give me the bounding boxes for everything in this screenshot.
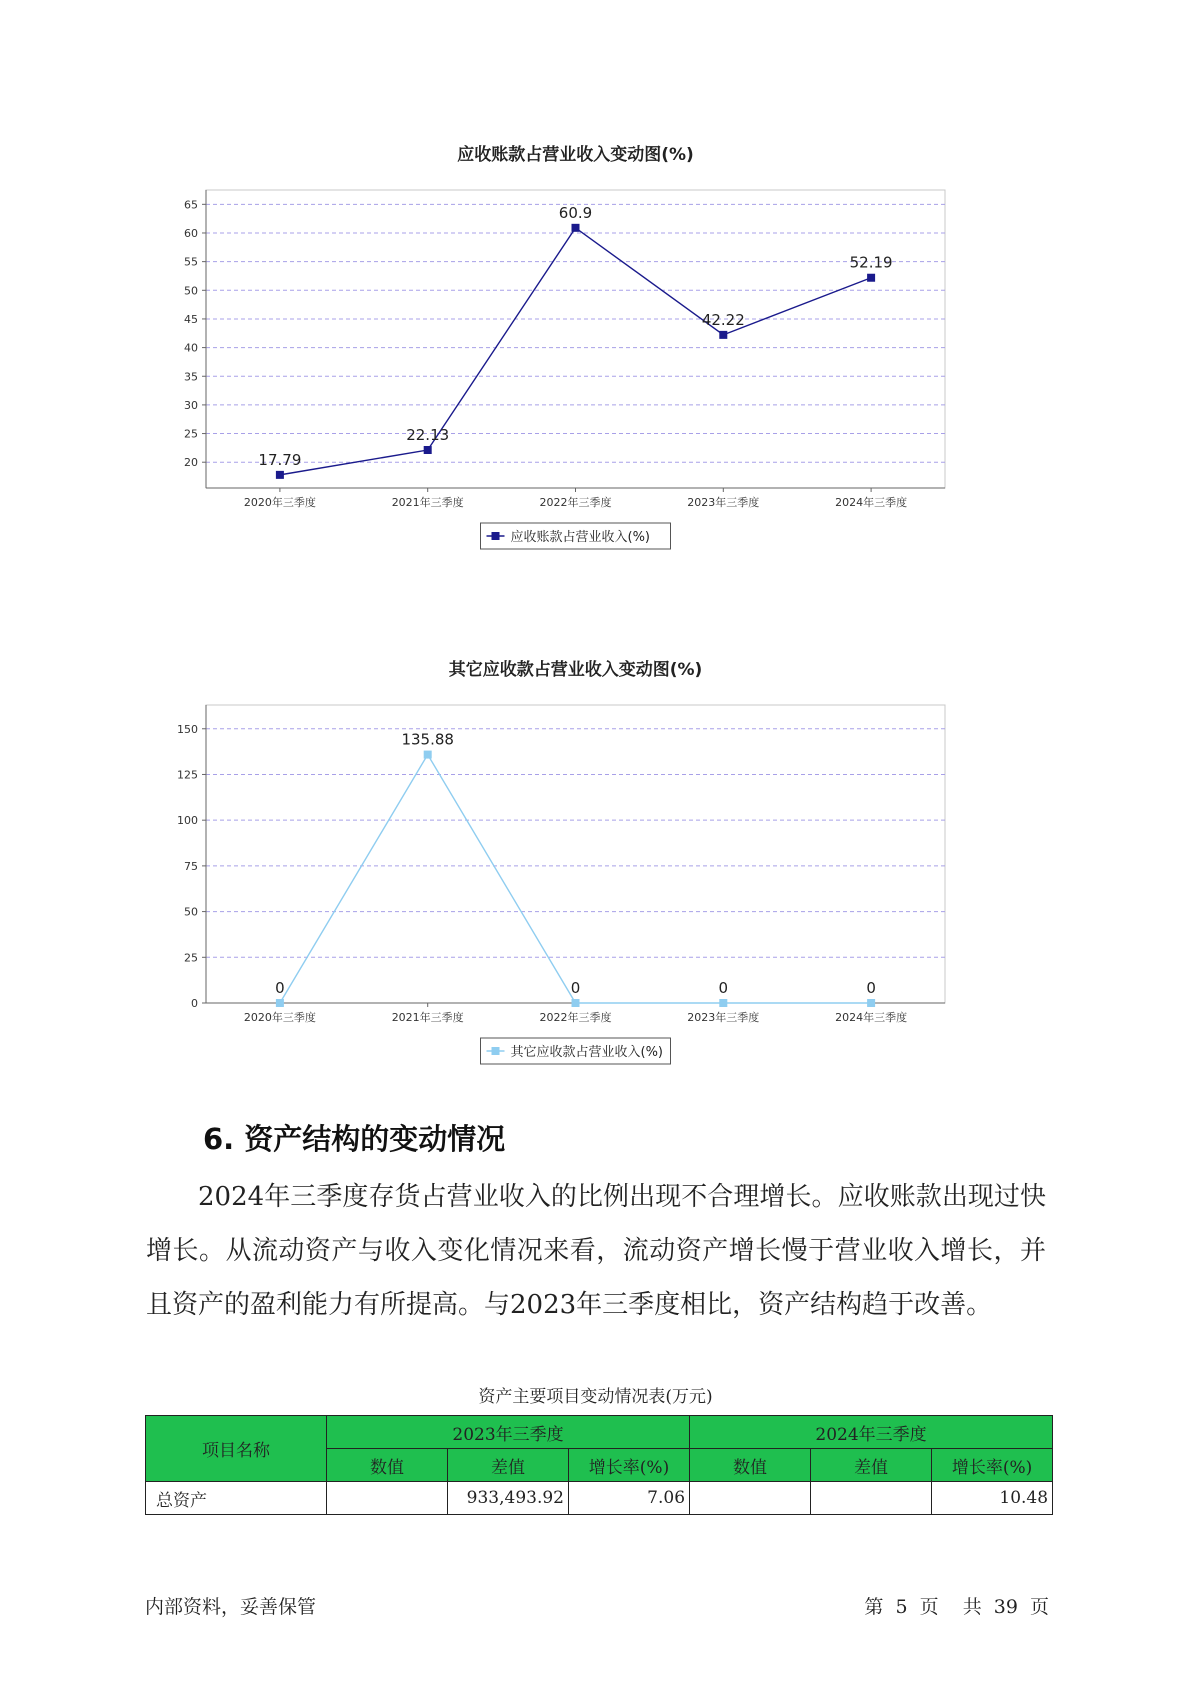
legend-marker <box>492 1047 500 1055</box>
data-point <box>572 224 580 232</box>
footer-label-1: 第 <box>864 1596 884 1618</box>
data-label: 17.79 <box>258 450 302 469</box>
section-heading: 6. 资产结构的变动情况 <box>203 1122 506 1156</box>
y-tick-label: 60 <box>184 226 198 240</box>
x-tick-label: 2023年三季度 <box>687 1011 760 1024</box>
header-period-1: 2023年三季度 <box>327 1416 690 1449</box>
other-receivables-chart-svg <box>170 655 1050 1075</box>
y-tick-label: 50 <box>184 284 198 298</box>
x-tick-label: 2024年三季度 <box>835 496 908 509</box>
chart-other-receivables <box>170 655 1050 1075</box>
plot-area <box>206 705 945 1003</box>
chart-title: 其它应收款占营业收入变动图(%) <box>448 660 703 680</box>
subheader-value-1: 数值 <box>327 1449 448 1482</box>
data-label: 60.9 <box>558 203 593 222</box>
data-point <box>424 751 432 759</box>
y-tick-label: 150 <box>177 722 198 736</box>
data-point <box>572 999 580 1007</box>
legend-marker <box>492 532 500 540</box>
subheader-value-2: 数值 <box>690 1449 811 1482</box>
cell-value-2 <box>690 1482 811 1515</box>
subheader-diff-1: 差值 <box>448 1449 569 1482</box>
footer-label-2: 页 <box>919 1596 939 1618</box>
y-tick-label: 45 <box>184 312 198 326</box>
x-tick-label: 2022年三季度 <box>539 496 612 509</box>
x-tick-label: 2023年三季度 <box>687 496 760 509</box>
x-tick-label: 2020年三季度 <box>243 1011 316 1024</box>
data-label: 52.19 <box>849 253 893 272</box>
x-tick-label: 2021年三季度 <box>391 1011 464 1024</box>
y-tick-label: 100 <box>177 814 198 828</box>
footer-label-3: 共 <box>962 1596 982 1618</box>
y-tick-label: 25 <box>184 951 198 965</box>
data-label: 42.22 <box>701 310 745 329</box>
footer-page-total: 39 <box>993 1596 1018 1618</box>
data-point <box>867 274 875 282</box>
data-point <box>276 999 284 1007</box>
y-tick-label: 65 <box>184 198 198 212</box>
table-caption: 资产主要项目变动情况表(万元) <box>478 1387 713 1407</box>
row-name: 总资产 <box>146 1482 327 1515</box>
subheader-growth-1: 增长率(%) <box>569 1449 690 1482</box>
data-point <box>867 999 875 1007</box>
cell-value-1 <box>327 1482 448 1515</box>
receivables-chart-svg <box>170 140 1050 560</box>
y-tick-label: 35 <box>184 370 198 384</box>
footer-label-4: 页 <box>1029 1596 1049 1618</box>
data-label: 0 <box>275 979 285 997</box>
data-point <box>276 471 284 479</box>
legend-label: 应收账款占营业收入(%) <box>510 530 650 545</box>
header-item-name: 项目名称 <box>146 1416 327 1482</box>
y-tick-label: 25 <box>184 427 198 441</box>
y-tick-label: 30 <box>184 398 198 412</box>
y-tick-label: 75 <box>184 859 198 873</box>
data-point <box>719 999 727 1007</box>
y-tick-label: 20 <box>184 456 198 470</box>
section-paragraph: 2024年三季度存货占营业收入的比例出现不合理增长。应收账款出现过快增长。从流动资产与收入变化情况来看，流动资产增长慢于营业收入增长，并且资产的盈利能力有所提高。与2023年三季度相比，资产结构趋于改善。 <box>146 1182 1046 1320</box>
data-point <box>424 446 432 454</box>
y-tick-label: 55 <box>184 255 198 269</box>
header-period-2: 2024年三季度 <box>690 1416 1053 1449</box>
plot-area <box>206 190 945 488</box>
asset-table <box>145 1415 1053 1515</box>
x-tick-label: 2024年三季度 <box>835 1011 908 1024</box>
x-tick-label: 2022年三季度 <box>539 1011 612 1024</box>
chart-receivables <box>170 140 1050 560</box>
y-tick-label: 40 <box>184 341 198 355</box>
subheader-diff-2: 差值 <box>811 1449 932 1482</box>
cell-growth-2: 10.48 <box>932 1482 1053 1515</box>
cell-growth-1: 7.06 <box>569 1482 690 1515</box>
data-label: 0 <box>866 979 876 997</box>
y-tick-label: 50 <box>184 905 198 919</box>
cell-diff-1: 933,493.92 <box>448 1482 569 1515</box>
footer-confidential: 内部资料，妥善保管 <box>145 1596 317 1618</box>
x-tick-label: 2021年三季度 <box>391 496 464 509</box>
data-label: 0 <box>570 979 581 997</box>
data-point <box>719 331 727 339</box>
table-row <box>146 1482 1053 1515</box>
subheader-growth-2: 增长率(%) <box>932 1449 1053 1482</box>
y-tick-label: 125 <box>177 768 198 782</box>
legend-label: 其它应收款占营业收入(%) <box>510 1045 663 1060</box>
x-tick-label: 2020年三季度 <box>243 496 316 509</box>
cell-diff-2 <box>811 1482 932 1515</box>
footer-page-current: 5 <box>895 1596 908 1618</box>
chart-title: 应收账款占营业收入变动图(%) <box>457 145 694 165</box>
data-label: 135.88 <box>401 730 454 749</box>
data-label: 22.13 <box>406 426 450 445</box>
data-label: 0 <box>718 979 729 997</box>
y-tick-label: 0 <box>191 997 198 1010</box>
footer-page-number <box>858 1592 1049 1619</box>
